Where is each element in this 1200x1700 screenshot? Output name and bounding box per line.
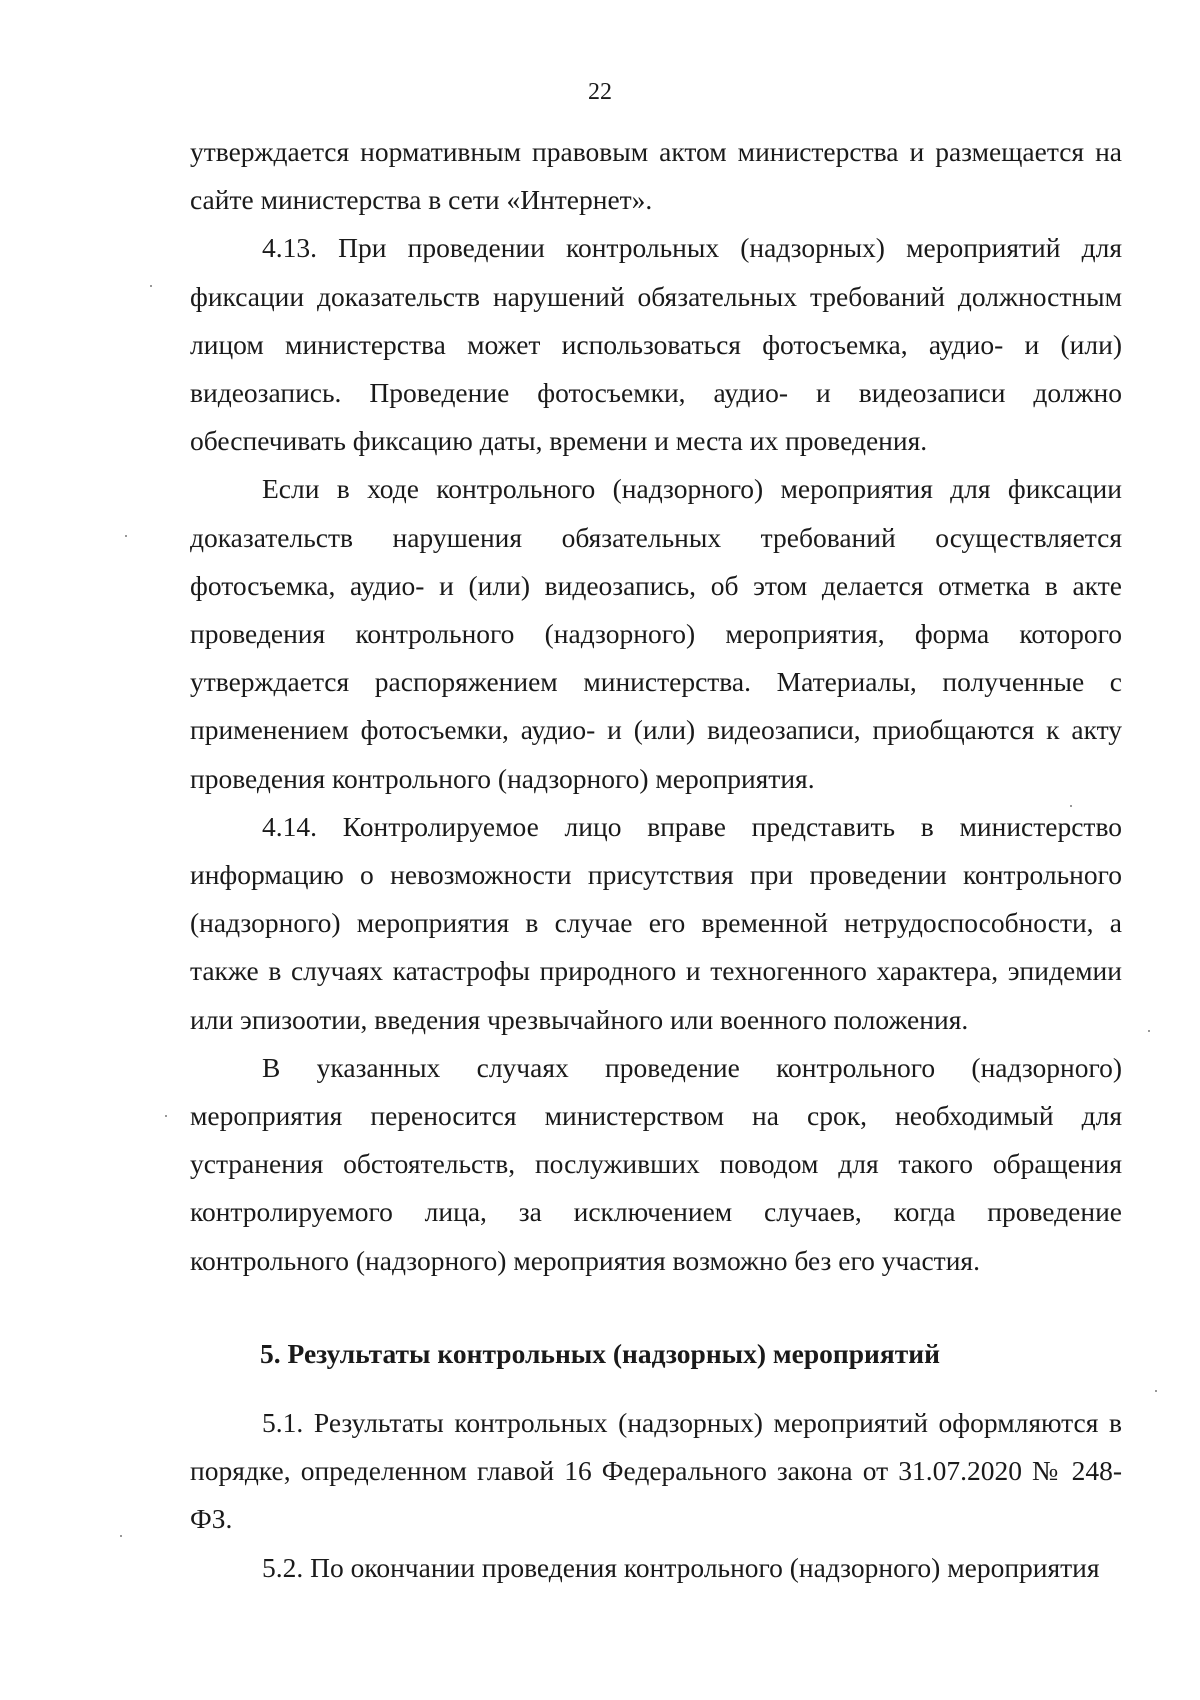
scan-speck xyxy=(1155,1390,1157,1392)
paragraph-continuation: утверждается нормативным правовым актом министерства и размещается на сайте министерства в сети «Интернет». xyxy=(190,136,1122,216)
scan-speck xyxy=(165,1115,167,1117)
paragraph-5-1: 5.1. Результаты контрольных (надзорных) мероприятий оформляются в порядке, определенном главой 16 Федерального закона от 31.07.2020 № 248-ФЗ. xyxy=(190,1407,1122,1535)
scan-speck xyxy=(1148,1030,1150,1032)
scan-speck xyxy=(120,1535,122,1537)
scan-speck xyxy=(125,535,127,537)
body-text xyxy=(190,128,1122,1285)
paragraph-4-13: 4.13. При проведении контрольных (надзорных) мероприятий для фиксации доказательств нарушений обязательных требований должностным лицом министерства может использоваться фотосъемка, аудио- и (или) видеозапись. Проведение фотосъемки, аудио- и видеозаписи должно обеспечивать фиксацию даты, времени и места их проведения. xyxy=(190,232,1122,457)
section-heading: 5. Результаты контрольных (надзорных) мероприятий xyxy=(260,1338,940,1369)
paragraph-photo-recording: Если в ходе контрольного (надзорного) мероприятия для фиксации доказательств нарушения обязательных требований осуществляется фотосъемка, аудио- и (или) видеозапись, об этом делается отметка в акте проведения контрольного (надзорного) мероприятия, форма которого утверждается распоряжением министерства. Материалы, полученные с применением фотосъемки, аудио- и (или) видеозаписи, приобщаются к акту проведения контрольного (надзорного) мероприятия. xyxy=(190,473,1122,794)
paragraph-4-14: 4.14. Контролируемое лицо вправе представить в министерство информацию о невозможности присутствия при проведении контрольного (надзорного) мероприятия в случае его временной нетрудоспособности, а также в случаях катастрофы природного и техногенного характера, эпидемии или эпизоотии, введения чрезвычайного или военного положения. xyxy=(190,810,1122,1035)
paragraph-5-2: 5.2. По окончании проведения контрольного (надзорного) мероприятия xyxy=(262,1551,1100,1583)
paragraph-postponement: В указанных случаях проведение контрольного (надзорного) мероприятия переносится министерством на срок, необходимый для устранения обстоятельств, послуживших поводом для такого обращения контролируемого лица, за исключением случаев, когда проведение контрольного (надзорного) мероприятия возможно без его участия. xyxy=(190,1051,1122,1276)
scan-speck xyxy=(150,285,152,287)
page-number: 22 xyxy=(588,79,612,105)
section-body-text xyxy=(190,1399,1122,1592)
scan-speck xyxy=(1070,805,1072,807)
